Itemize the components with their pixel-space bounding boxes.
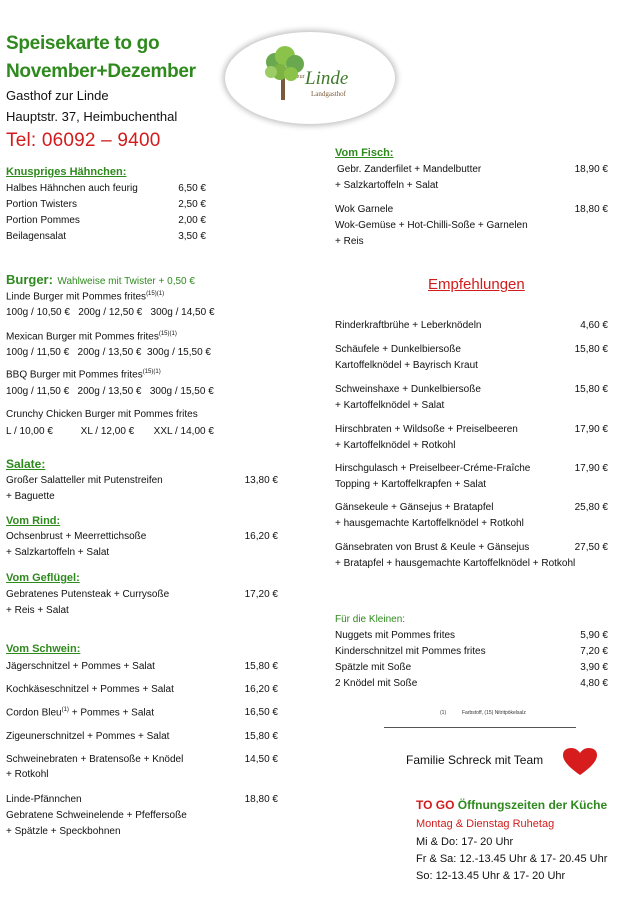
menu-item-price: 5,90 € [580, 630, 608, 641]
menu-item: Kochkäseschnitzel + Pommes + Salat [6, 684, 174, 695]
menu-item-detail: + Salzkartoffeln + Salat [335, 180, 439, 191]
menu-item-price: 2,50 € [178, 199, 206, 210]
menu-item-price: 6,50 € [178, 183, 206, 194]
section-burger-title: Burger: [6, 272, 53, 287]
logo [225, 32, 395, 124]
menu-item: Jägerschnitzel + Pommes + Salat [6, 661, 155, 672]
menu-item-price: 15,80 € [574, 384, 608, 395]
section-burger-subtitle: Wahlweise mit Twister + 0,50 € [57, 276, 195, 287]
section-fisch-title: Vom Fisch: [335, 147, 394, 159]
burger-sizes: 100g / 11,50 € 200g / 13,50 € 300g / 15,50 € [6, 386, 214, 397]
allergen-note: (15)(1) [142, 369, 161, 375]
allergen-note: (1) [61, 707, 69, 713]
signature: Familie Schreck mit Team [406, 753, 544, 767]
menu-item-price: 17,90 € [574, 424, 608, 435]
menu-item-detail: + Bratapfel + hausgemachte Kartoffelknödel + Rotkohl [335, 558, 576, 569]
menu-item-name-rest: + Pommes + Salat [68, 707, 154, 719]
menu-item-price: 4,60 € [580, 320, 608, 331]
menu-item-detail: Wok-Gemüse + Hot-Chilli-Soße + Garnelen [335, 220, 528, 231]
menu-item-price: 18,80 € [574, 204, 608, 215]
burger-sizes: L / 10,00 € XL / 12,00 € XXL / 14,00 € [6, 426, 214, 437]
footnote-marker: (1) [440, 710, 447, 716]
burger-item [6, 291, 164, 302]
menu-item: Hirschbraten + Wildsoße + Preiselbeeren [335, 424, 518, 435]
hours-line: Mi & Do: 17- 20 Uhr [416, 836, 514, 848]
section-rind-title: Vom Rind: [6, 515, 61, 527]
menu-item-price: 27,50 € [574, 542, 608, 553]
menu-item-detail: + Kartoffelknödel + Rotkohl [335, 440, 456, 451]
section-empfehlungen-title: Empfehlungen [428, 276, 525, 293]
burger-sizes: 100g / 11,50 € 200g / 13,50 € 300g / 15,50 € [6, 347, 211, 358]
menu-item-price: 3,90 € [580, 662, 608, 673]
burger-sizes: 100g / 10,50 € 200g / 12,50 € 300g / 14,50 € [6, 307, 215, 318]
menu-item [6, 707, 154, 718]
allergen-note: (15)(1) [146, 291, 165, 297]
menu-item-detail: + Kartoffelknödel + Salat [335, 400, 445, 411]
menu-item: Schäufele + Dunkelbiersoße [335, 344, 461, 355]
menu-item-detail: + Spätzle + Speckbohnen [6, 826, 121, 837]
menu-item: Kinderschnitzel mit Pommes frites [335, 646, 486, 657]
allergen-note: (15)(1) [158, 331, 177, 337]
menu-item-detail: + Salzkartoffeln + Salat [6, 547, 110, 558]
burger-name: BBQ Burger mit Pommes frites [6, 369, 143, 381]
menu-item-price: 15,80 € [244, 661, 278, 672]
menu-item: Schweinebraten + Bratensoße + Knödel [6, 754, 184, 765]
menu-item: Linde-Pfännchen [6, 794, 82, 805]
menu-item-price: 16,20 € [244, 531, 278, 542]
menu-item-price: 16,50 € [244, 707, 278, 718]
menu-item-detail: + hausgemachte Kartoffelknödel + Rotkohl [335, 518, 524, 529]
menu-item-price: 13,80 € [244, 475, 278, 486]
menu-item: Spätzle mit Soße [335, 662, 412, 673]
logo-wordmark: Linde [305, 68, 349, 89]
menu-item-detail: + Reis + Salat [6, 605, 69, 616]
menu-item: Ochsenbrust + Meerrettichsoße [6, 531, 147, 542]
restaurant-address: Hauptstr. 37, Heimbuchenthal [6, 109, 178, 124]
menu-item-price: 14,50 € [244, 754, 278, 765]
hours-title [416, 798, 607, 812]
menu-item-name: Cordon Bleu [6, 707, 62, 719]
menu-item: Zigeunerschnitzel + Pommes + Salat [6, 731, 170, 742]
heart-icon [563, 748, 597, 776]
menu-item: Portion Pommes [6, 215, 80, 226]
menu-title: Speisekarte to go [6, 33, 160, 54]
menu-item-price: 18,80 € [244, 794, 278, 805]
menu-item: Portion Twisters [6, 199, 77, 210]
menu-item-price: 15,80 € [244, 731, 278, 742]
footnote-text: Farbstoff, (15) Nitritpökelsalz [462, 710, 526, 716]
burger-name: Mexican Burger mit Pommes frites [6, 331, 159, 343]
burger-item [6, 369, 161, 380]
menu-item: Gebr. Zanderfilet + Mandelbutter [337, 164, 482, 175]
menu-item-detail: + Baguette [6, 491, 55, 502]
hours-closed: Montag & Dienstag Ruhetag [416, 818, 555, 830]
burger-item [6, 331, 177, 342]
menu-item-price: 16,20 € [244, 684, 278, 695]
section-gefluegel-title: Vom Geflügel: [6, 572, 80, 584]
menu-item: Gänsebraten von Brust & Keule + Gänsejus [335, 542, 530, 553]
menu-item-price: 25,80 € [574, 502, 608, 513]
burger-name: Crunchy Chicken Burger mit Pommes frites [6, 409, 198, 420]
section-burger-header [6, 271, 195, 289]
menu-item: Beilagensalat [6, 231, 67, 242]
logo-subtitle: Landgasthof [311, 90, 346, 98]
section-chicken-title: Knuspriges Hähnchen: [6, 166, 127, 178]
menu-item-price: 4,80 € [580, 678, 608, 689]
menu-item: 2 Knödel mit Soße [335, 678, 418, 689]
menu-item-price: 17,90 € [574, 463, 608, 474]
hours-title-rest: Öffnungszeiten der Küche [454, 798, 608, 812]
section-kids-title: Für die Kleinen: [335, 614, 406, 625]
menu-item-detail: + Reis [335, 236, 364, 247]
menu-item-detail: Topping + Kartoffelkrapfen + Salat [335, 479, 487, 490]
menu-item-price: 17,20 € [244, 589, 278, 600]
section-salate-title: Salate: [6, 457, 46, 471]
menu-item-detail: Gebratene Schweinelende + Pfeffersoße [6, 810, 187, 821]
menu-item-price: 18,90 € [574, 164, 608, 175]
hours-line: So: 12-13.45 Uhr & 17- 20 Uhr [416, 870, 566, 882]
menu-item-price: 3,50 € [178, 231, 206, 242]
menu-item: Nuggets mit Pommes frites [335, 630, 456, 641]
menu-item: Gänsekeule + Gänsejus + Bratapfel [335, 502, 494, 513]
phone-number[interactable]: Tel: 06092 – 9400 [6, 130, 161, 151]
menu-item: Hirschgulasch + Preiselbeer-Créme-Fraîche [335, 463, 531, 474]
menu-item: Großer Salatteller mit Putenstreifen [6, 475, 163, 486]
menu-item-detail: + Rotkohl [6, 769, 49, 780]
menu-item: Wok Garnele [335, 204, 394, 215]
hours-line: Fr & Sa: 12.-13.45 Uhr & 17- 20.45 Uhr [416, 853, 608, 865]
restaurant-name: Gasthof zur Linde [6, 88, 109, 103]
menu-item-detail: Kartoffelknödel + Bayrisch Kraut [335, 360, 478, 371]
menu-item: Rinderkraftbrühe + Leberknödeln [335, 320, 482, 331]
menu-item-price: 7,20 € [580, 646, 608, 657]
menu-item: Gebratenes Putensteak + Currysoße [6, 589, 170, 600]
menu-item-price: 15,80 € [574, 344, 608, 355]
menu-item: Schweinshaxe + Dunkelbiersoße [335, 384, 481, 395]
divider [384, 727, 576, 728]
logo-small-text: zur [297, 74, 305, 80]
menu-period: November+Dezember [6, 61, 196, 82]
menu-item: Halbes Hähnchen auch feurig [6, 183, 138, 194]
burger-name: Linde Burger mit Pommes frites [6, 291, 147, 303]
menu-item-price: 2,00 € [178, 215, 206, 226]
section-schwein-title: Vom Schwein: [6, 643, 81, 655]
hours-title-togo: TO GO [416, 798, 455, 812]
